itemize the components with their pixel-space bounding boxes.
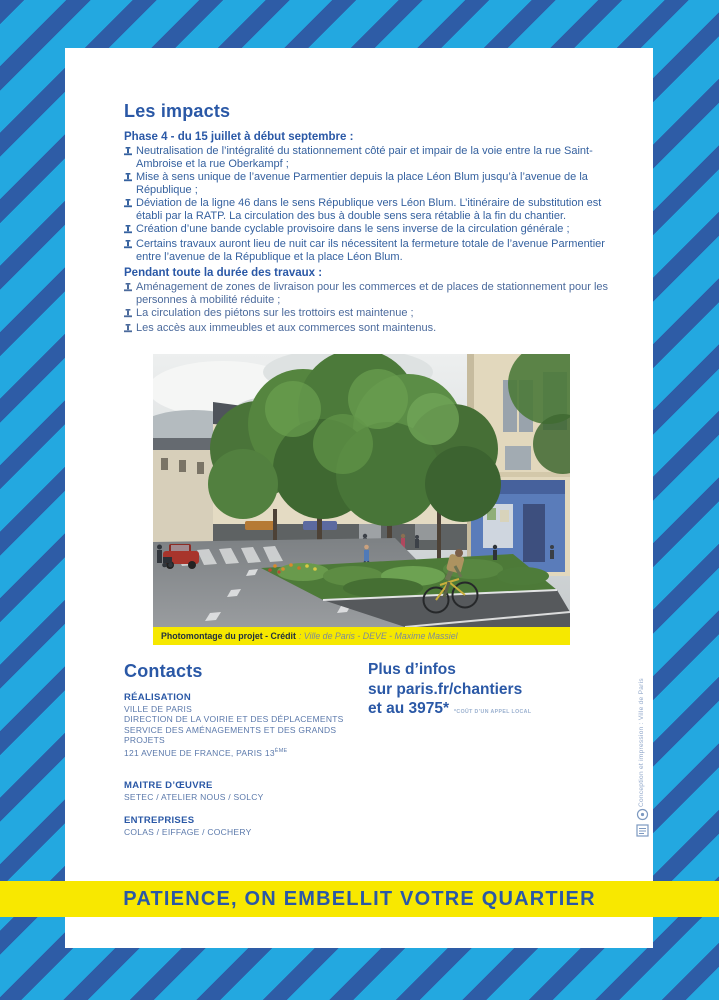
- contact-line: DIRECTION DE LA VOIRIE ET DES DÉPLACEMENTS: [124, 714, 344, 725]
- bottom-slogan-banner: PATIENCE, ON EMBELLIT VOTRE QUARTIER: [0, 881, 719, 917]
- list-item-text: Mise à sens unique de l’avenue Parmentier depuis la place Léon Blum jusqu’à l’avenue de la République ;: [136, 171, 588, 196]
- certification-logos: [636, 808, 649, 837]
- impacts-title: Les impacts: [124, 101, 231, 121]
- photo-caption-credit: : Ville de Paris - DEVE - Maxime Massiel: [298, 631, 458, 641]
- list-item: [124, 307, 618, 322]
- list-item: [124, 145, 618, 171]
- contact-line: SERVICE DES AMÉNAGEMENTS ET DES GRANDS PROJETS: [124, 724, 337, 746]
- contact-address-main: 121 AVENUE DE FRANCE, PARIS 13: [124, 747, 275, 758]
- contact-entreprises: [124, 815, 356, 837]
- works-bullet-icon: [124, 223, 132, 238]
- contacts-title: Contacts: [124, 661, 203, 681]
- contact-section-label: ENTREPRISES: [124, 815, 195, 826]
- duration-impacts-list: [124, 281, 618, 337]
- list-item-text: La circulation des piétons sur les trottoirs est maintenue ;: [136, 307, 414, 319]
- photomontage-image: [153, 354, 570, 627]
- works-bullet-icon: [124, 171, 132, 197]
- contact-moe: [124, 780, 356, 802]
- list-item-text: Déviation de la ligne 46 dans le sens République vers Léon Blum. L’itinéraire de substitution est établi par la RATP. La circulation des bus à double sens sera rétablie à la fin du chantier.: [136, 197, 602, 222]
- list-item-text: Les accès aux immeubles et aux commerces sont maintenus.: [136, 322, 437, 334]
- list-item-text: Certains travaux auront lieu de nuit car ils nécessitent la fermeture totale de l’avenue Parmentier entre l’avenue de la République et la place Léon Blum.: [136, 238, 605, 263]
- works-bullet-icon: [124, 281, 132, 307]
- more-info-line: Plus d’infos: [368, 661, 456, 678]
- photo-caption: [153, 627, 570, 645]
- content-panel: [65, 48, 653, 948]
- call-cost-note: *COÛT D’UN APPEL LOCAL: [454, 709, 532, 715]
- list-item: [124, 197, 618, 223]
- list-item-text: Création d’une bande cyclable provisoire dans le sens inverse de la circulation générale ;: [136, 223, 570, 235]
- contact-address-sup: ÈME: [274, 747, 288, 754]
- more-info-line: sur paris.fr/chantiers: [368, 680, 523, 698]
- works-bullet-icon: [124, 197, 132, 223]
- more-info-block: [368, 660, 531, 723]
- works-bullet-icon: [124, 238, 132, 264]
- duration-heading: Pendant toute la durée des travaux :: [124, 267, 323, 279]
- print-label-icon: [636, 824, 649, 837]
- works-bullet-icon: [124, 322, 132, 337]
- phase-impacts-list: [124, 145, 618, 264]
- list-item-text: Aménagement de zones de livraison pour les commerces et de places de stationnement pour les personnes à mobilité réduite ;: [136, 281, 609, 306]
- phone-number: et au 3975*: [368, 700, 449, 717]
- list-item: [124, 238, 618, 264]
- photomontage: [153, 354, 570, 645]
- phase-heading: Phase 4 - du 15 juillet à début septembre :: [124, 131, 354, 143]
- contact-address: [124, 746, 356, 758]
- print-credit-note: Conception et impression : Ville de Paris: [638, 678, 645, 807]
- contact-line: VILLE DE PARIS: [124, 704, 193, 714]
- contact-section-label: MAITRE D’ŒUVRE: [124, 780, 213, 791]
- list-item: [124, 322, 618, 337]
- works-bullet-icon: [124, 145, 132, 171]
- list-item: [124, 281, 618, 307]
- recycle-logo-icon: [636, 808, 649, 821]
- contact-realisation: [124, 692, 356, 758]
- contact-section-label: RÉALISATION: [124, 692, 191, 703]
- list-item: [124, 171, 618, 197]
- works-bullet-icon: [124, 307, 132, 322]
- list-item-text: Neutralisation de l’intégralité du stationnement côté pair et impair de la voie entre la rue Saint-Ambroise et la rue Oberkampf ;: [136, 145, 593, 170]
- more-info-line: [368, 699, 531, 723]
- contact-line: SETEC / ATELIER NOUS / SOLCY: [124, 792, 264, 802]
- contact-line: COLAS / EIFFAGE / COCHERY: [124, 827, 252, 837]
- photo-caption-bold: Photomontage du projet - Crédit: [161, 631, 296, 641]
- list-item: [124, 223, 618, 238]
